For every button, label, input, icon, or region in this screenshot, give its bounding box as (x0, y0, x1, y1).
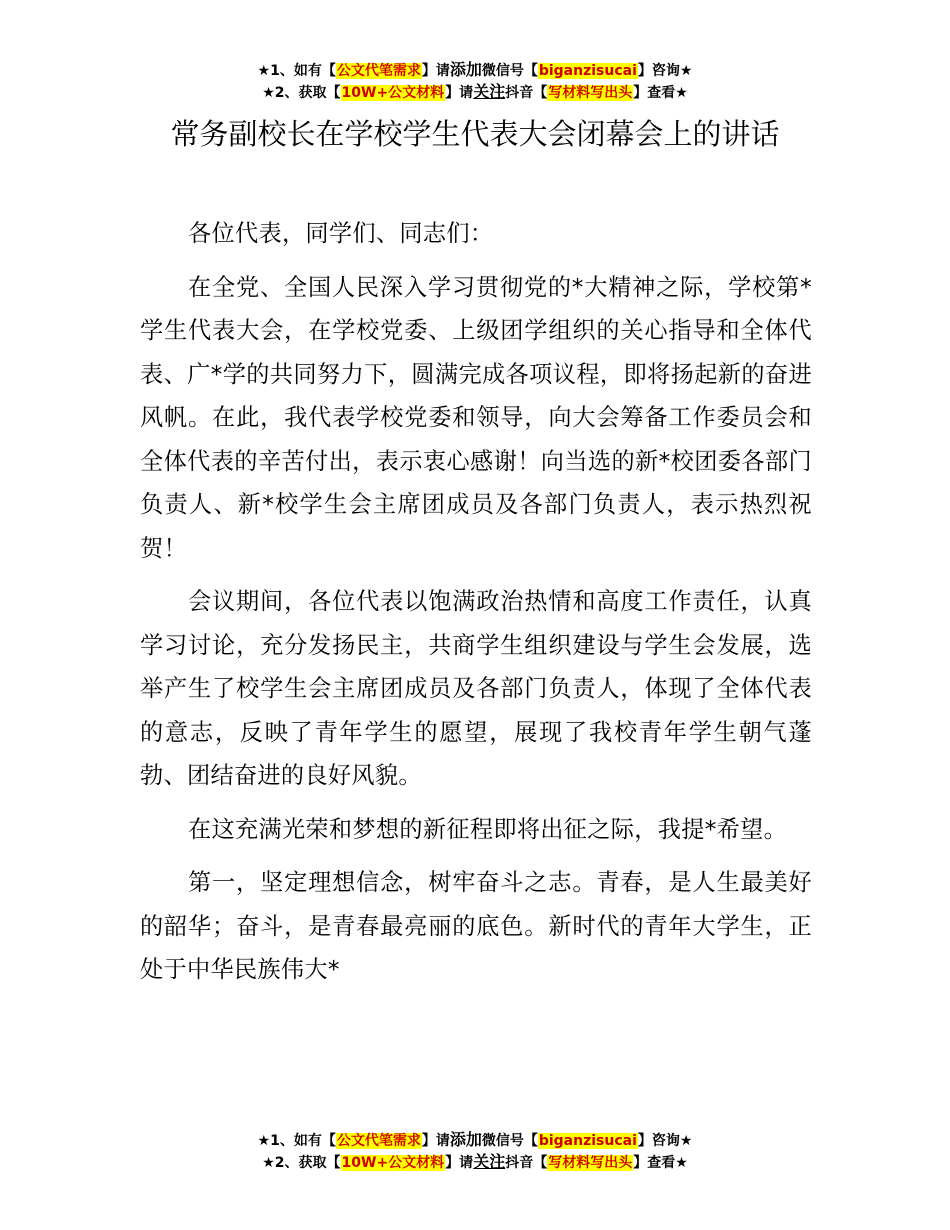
highlight-service: 公文代笔需求 (336, 63, 421, 79)
star-icon: ★ (679, 63, 693, 79)
body-paragraph: 在全党、全国人民深入学习贯彻党的*大精神之际，学校第*学生代表大会，在学校党委、上级团学组织的关心指导和全体代表、广*学的共同努力下，圆满完成各项议程，即将扬起新的奋进风帆。在此，我代表学校党委和领导，向大会筹备工作委员会和全体代表的辛苦付出，表示衷心感谢！向当选的新*校团委各部门负责人、新*校学生会主席团成员及各部门负责人，表示热烈祝贺！ (140, 273, 812, 562)
banner-emphasis: 添加 (449, 60, 482, 79)
star-icon: ★ (679, 1133, 693, 1149)
banner-line-1 (0, 1129, 950, 1151)
highlight-wechat-id: biganzisucai (538, 63, 637, 79)
banner-text: 微信号【 (481, 1133, 538, 1149)
star-icon: ★ (257, 1133, 271, 1149)
salutation: 各位代表，同学们、同志们： (188, 220, 494, 247)
banner-emphasis: 添加 (449, 1130, 482, 1149)
banner-text: 】查看 (633, 85, 676, 101)
banner-text: 】请 (421, 1133, 450, 1149)
banner-emphasis: 关注 (473, 82, 506, 101)
banner-text: 2、获取【 (274, 1155, 341, 1171)
banner-line-2 (0, 1151, 950, 1173)
document-body (140, 212, 812, 1002)
body-paragraph: 在这充满光荣和梦想的新征程即将出征之际，我提*希望。 (188, 815, 788, 843)
banner-text: 微信号【 (481, 63, 538, 79)
banner-text: 2、获取【 (274, 85, 341, 101)
footer-banner (0, 1129, 950, 1173)
banner-text: 1、如有【 (270, 63, 336, 79)
star-icon: ★ (262, 85, 275, 101)
highlight-service: 公文代笔需求 (336, 1133, 421, 1149)
banner-text: 】咨询 (637, 63, 680, 79)
banner-line-1 (0, 59, 950, 81)
document-title: 常务副校长在学校学生代表大会闭幕会上的讲话 (170, 117, 780, 151)
star-icon: ★ (257, 63, 271, 79)
star-icon: ★ (675, 1155, 688, 1171)
star-icon: ★ (262, 1155, 275, 1171)
highlight-materials: 10W+公文材料 (341, 1155, 445, 1171)
banner-text: 】请 (421, 63, 450, 79)
highlight-materials: 10W+公文材料 (341, 85, 445, 101)
highlight-wechat-id: biganzisucai (538, 1133, 637, 1149)
banner-text: 】请 (445, 1155, 474, 1171)
banner-line-2 (0, 81, 950, 103)
star-icon: ★ (675, 85, 688, 101)
highlight-douyin-account: 写材料写出头 (548, 85, 633, 101)
body-paragraph: 第一，坚定理想信念，树牢奋斗之志。青春，是人生最美好的韶华；奋斗，是青春最亮丽的底色。新时代的青年大学生，正处于中华民族伟大* (140, 869, 812, 983)
header-banner (0, 59, 950, 103)
body-paragraph: 会议期间，各位代表以饱满政治热情和高度工作责任，认真学习讨论，充分发扬民主，共商学生组织建设与学生会发展，选举产生了校学生会主席团成员及各部门负责人，体现了全体代表的意志，反映了青年学生的愿望，展现了我校青年学生朝气蓬勃、团结奋进的良好风貌。 (140, 588, 812, 789)
banner-text: 抖音【 (505, 85, 548, 101)
banner-text: 】请 (445, 85, 474, 101)
highlight-douyin-account: 写材料写出头 (548, 1155, 633, 1171)
banner-emphasis: 关注 (473, 1152, 506, 1171)
banner-text: 】查看 (633, 1155, 676, 1171)
banner-text: 】咨询 (637, 1133, 680, 1149)
banner-text: 抖音【 (505, 1155, 548, 1171)
banner-text: 1、如有【 (270, 1133, 336, 1149)
